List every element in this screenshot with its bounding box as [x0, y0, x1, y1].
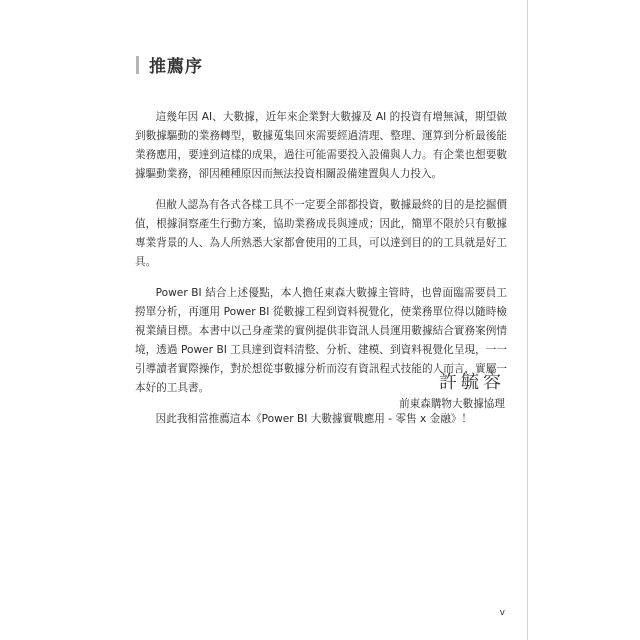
- author-title: 前東森購物大數據協理: [399, 398, 505, 410]
- page-edge-line: [527, 0, 528, 640]
- paragraph-2: 但敝人認為有各式各樣工具不一定要全部都投資，數據最終的目的是挖掘價值，根據洞察產生行動方案，協助業務成長與達成；因此，簡單不限於只有數據專業背景的人、為人所熟悉大家都會使用的工具，可以達到目的的工具就是好工具。: [135, 199, 507, 268]
- section-heading: [136, 52, 203, 77]
- page-title: 推薦序: [149, 57, 203, 77]
- paragraph-4: 因此我相當推薦這本《Power BI 大數據實戰應用 - 零售 x 金融》！: [155, 413, 473, 425]
- page-number: v: [499, 608, 505, 618]
- paragraph-1: 這幾年因 AI、大數據，近年來企業對大數據及 AI 的投資有增無減，期望做到數據驅動的業務轉型，數據蒐集回來需要經過清理、整理、運算到分析最後能業務應用，要達到這樣的成果，過往可能需要投入設備與人力。有企業也想要數據驅動業務，卻因種種原因而無法投資相關設備建置與人力投入。: [135, 111, 507, 180]
- author-signature: 許毓容: [439, 372, 505, 393]
- paragraph-3: Power BI 結合上述優點，本人擔任東森大數據主管時，也曾面臨需要員工撈單分析，再運用 Power BI 從數據工程到資料視覺化，使業務單位得以隨時檢視業績目標。本書中以己身產業的實例提供非資訊人員運用數據結合實務案例情境，透過 Power BI 工具達到資料清整、分析、建模、到資料視覺化呈現，一一引導讀者實際操作，對於想從事數據分析而沒有資訊程式技能的人而言，實屬一本好的工具書。: [135, 287, 507, 394]
- heading-marker-bar: [136, 56, 139, 74]
